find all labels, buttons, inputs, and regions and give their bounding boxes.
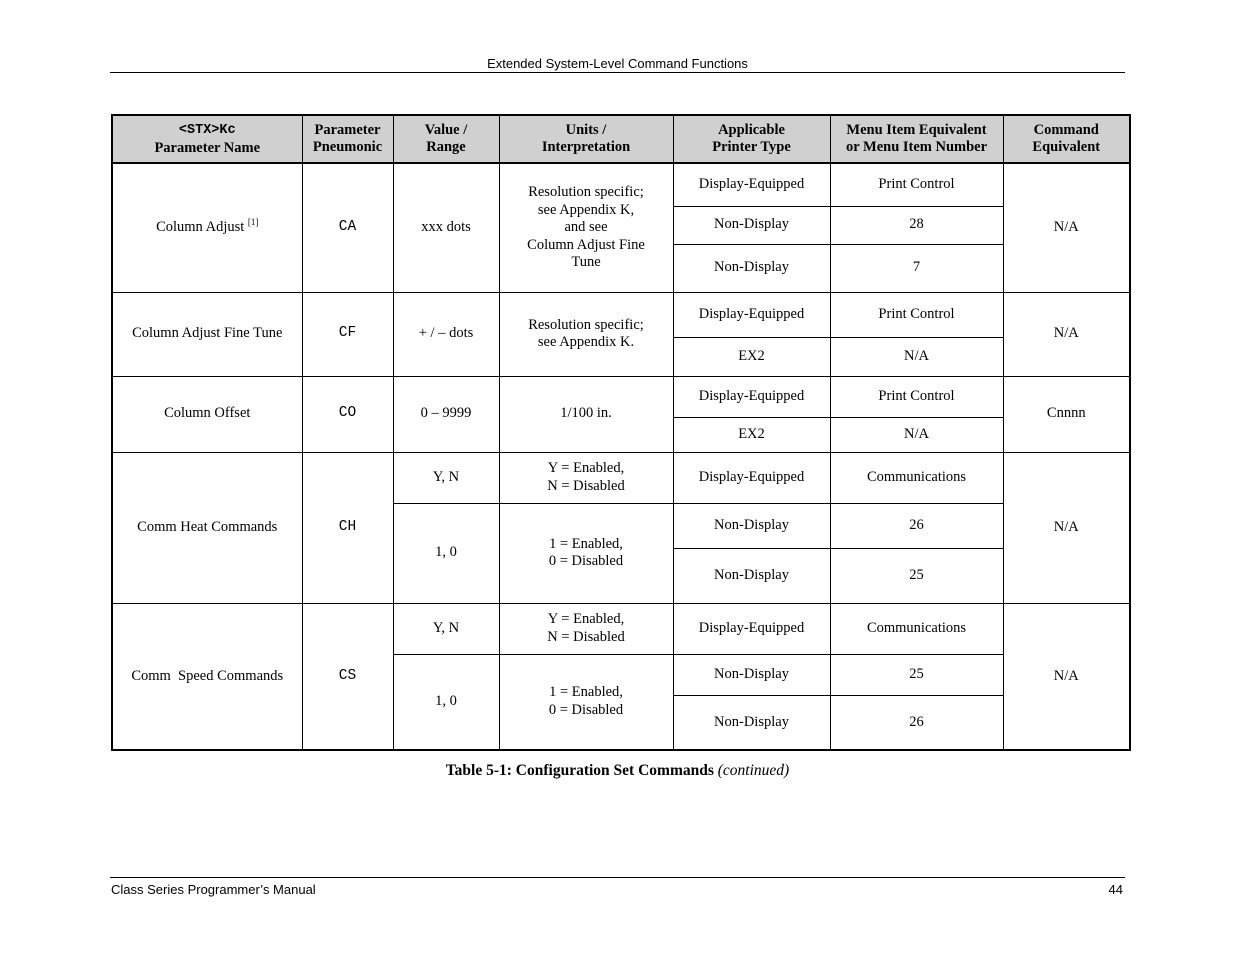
header-label: or Menu Item Number — [845, 139, 988, 155]
units-line: 1 = Enabled, — [549, 684, 623, 701]
printer-type-cell: Non-Display — [673, 654, 830, 695]
header-label: Value / — [424, 121, 468, 138]
footer-manual-title: Class Series Programmer’s Manual — [111, 882, 316, 897]
printer-type-cell: Non-Display — [673, 244, 830, 292]
command-cell: N/A — [1003, 292, 1130, 376]
units-line: Tune — [571, 254, 601, 270]
header-rule — [110, 72, 1125, 73]
parameter-name-cell — [112, 163, 302, 292]
command-cell: Cnnnn — [1003, 376, 1130, 452]
parameter-name-cell: Column Offset — [112, 376, 302, 452]
table-row — [112, 603, 1130, 654]
printer-type-cell: Display-Equipped — [673, 376, 830, 417]
units-line: Resolution specific; — [528, 316, 644, 333]
footer-rule — [110, 877, 1125, 878]
running-header: Extended System-Level Command Functions — [487, 56, 748, 71]
configuration-table — [111, 114, 1131, 751]
units-line: see Appendix K, — [537, 201, 635, 218]
command-cell: N/A — [1003, 452, 1130, 603]
units-line: Column Adjust Fine — [527, 236, 645, 253]
printer-type-cell: Display-Equipped — [673, 292, 830, 337]
menu-item-cell: 25 — [830, 654, 1003, 695]
units-line: Y = Enabled, — [547, 460, 625, 476]
parameter-name: Column Adjust — [156, 219, 245, 235]
units-line: Y = Enabled, — [547, 611, 625, 627]
caption-title: Table 5-1: Configuration Set Commands — [445, 762, 714, 779]
pneumonic-cell: CH — [302, 452, 393, 603]
printer-type-cell: Non-Display — [673, 503, 830, 548]
menu-item-cell: Print Control — [830, 376, 1003, 417]
pneumonic-cell: CA — [302, 163, 393, 292]
table-caption — [110, 762, 1125, 780]
menu-item-cell: 28 — [830, 206, 1003, 244]
printer-type-cell: Display-Equipped — [673, 603, 830, 654]
table-row — [112, 163, 1130, 206]
header-label: Pneumonic — [312, 139, 383, 155]
header-label: Applicable — [718, 121, 785, 138]
header-command-equivalent — [1003, 115, 1130, 163]
menu-item-cell: 26 — [830, 503, 1003, 548]
printer-type-cell: Non-Display — [673, 548, 830, 603]
units-line: N = Disabled — [547, 628, 625, 645]
header-label: Units / — [565, 121, 607, 138]
printer-type-cell: Display-Equipped — [673, 163, 830, 206]
header-label: Parameter — [314, 121, 381, 138]
units-line: see Appendix K. — [537, 334, 635, 350]
stx-kc-code: <STX>Kc — [178, 123, 236, 138]
units-cell — [499, 163, 673, 292]
value-range-cell: 0 – 9999 — [393, 376, 499, 452]
parameter-name-cell: Column Adjust Fine Tune — [112, 292, 302, 376]
printer-type-cell: Display-Equipped — [673, 452, 830, 503]
menu-item-cell: Communications — [830, 603, 1003, 654]
units-line: N = Disabled — [547, 477, 625, 494]
units-line: and see — [564, 219, 608, 235]
header-label: Interpretation — [541, 139, 631, 155]
menu-item-cell: Print Control — [830, 292, 1003, 337]
command-cell: N/A — [1003, 163, 1130, 292]
header-label: Command — [1033, 121, 1099, 138]
parameter-name-cell: Comm Heat Commands — [112, 452, 302, 603]
units-cell — [499, 654, 673, 750]
table-row — [112, 376, 1130, 417]
units-line: 0 = Disabled — [548, 701, 624, 718]
header-label: Equivalent — [1032, 139, 1101, 155]
menu-item-cell: 7 — [830, 244, 1003, 292]
units-cell — [499, 603, 673, 654]
header-label: Menu Item Equivalent — [846, 121, 987, 138]
units-cell: 1/100 in. — [499, 376, 673, 452]
page-number: 44 — [1108, 882, 1123, 897]
command-cell: N/A — [1003, 603, 1130, 750]
pneumonic-cell: CF — [302, 292, 393, 376]
parameter-name-cell: Comm Speed Commands — [112, 603, 302, 750]
header-menu-item — [830, 115, 1003, 163]
header-units — [499, 115, 673, 163]
printer-type-cell: EX2 — [673, 337, 830, 376]
header-label: Range — [426, 139, 466, 155]
header-label: Printer Type — [712, 139, 791, 155]
menu-item-cell: 26 — [830, 695, 1003, 750]
header-parameter-name — [112, 115, 302, 163]
menu-item-cell: 25 — [830, 548, 1003, 603]
header-pneumonic — [302, 115, 393, 163]
units-cell — [499, 292, 673, 376]
value-range-cell: + / – dots — [393, 292, 499, 376]
table-header-row — [112, 115, 1130, 163]
header-value-range — [393, 115, 499, 163]
units-cell — [499, 503, 673, 603]
value-range-cell: 1, 0 — [393, 654, 499, 750]
table-row — [112, 452, 1130, 503]
units-cell — [499, 452, 673, 503]
header-printer-type — [673, 115, 830, 163]
value-range-cell: Y, N — [393, 603, 499, 654]
menu-item-cell: Print Control — [830, 163, 1003, 206]
footnote-marker: [1] — [247, 217, 259, 227]
pneumonic-cell: CO — [302, 376, 393, 452]
units-line: 1 = Enabled, — [549, 535, 623, 552]
printer-type-cell: Non-Display — [673, 695, 830, 750]
pneumonic-cell: CS — [302, 603, 393, 750]
printer-type-cell: EX2 — [673, 417, 830, 452]
menu-item-cell: Communications — [830, 452, 1003, 503]
value-range-cell: xxx dots — [393, 163, 499, 292]
table-row — [112, 292, 1130, 337]
caption-continued: (continued) — [717, 762, 790, 779]
header-label: Parameter Name — [154, 139, 261, 156]
printer-type-cell: Non-Display — [673, 206, 830, 244]
menu-item-cell: N/A — [830, 337, 1003, 376]
menu-item-cell: N/A — [830, 417, 1003, 452]
value-range-cell: 1, 0 — [393, 503, 499, 603]
units-line: Resolution specific; — [528, 184, 644, 200]
units-line: 0 = Disabled — [548, 553, 624, 569]
value-range-cell: Y, N — [393, 452, 499, 503]
